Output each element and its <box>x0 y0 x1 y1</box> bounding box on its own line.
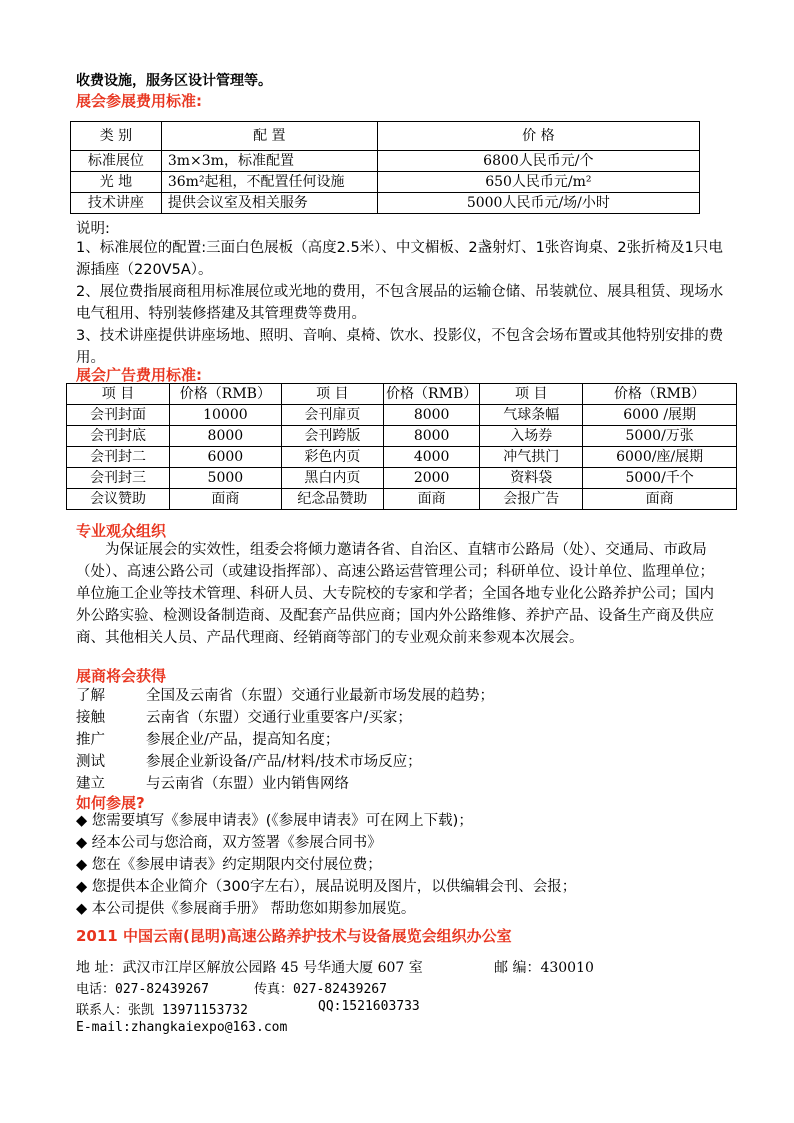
benefit-value: 云南省（东盟）交通行业重要客户/买家； <box>146 710 412 726</box>
table-cell: 6800人民币元/个 <box>377 151 699 172</box>
table-cell: 面商 <box>384 489 480 510</box>
howto-text: 您提供本企业简介（300字左右），展品说明及图片，以供编辑会刊、会报； <box>91 879 577 895</box>
phone: 电话：027-82439267 <box>76 982 209 997</box>
diamond-bullet-icon: ◆ <box>76 901 88 917</box>
ad-table <box>66 383 737 510</box>
benefit-value: 全国及云南省（东盟）交通行业最新市场发展的趋势； <box>146 688 494 704</box>
note-item: 2、展位费指展商租用标准展位或光地的费用，不包含展品的运输仓储、吊装就位、展具租赁、现场水电气租用、特别装修搭建及其管理费等费用。 <box>76 284 724 322</box>
list-item <box>76 685 494 707</box>
table-header: 类 别 <box>71 122 162 151</box>
table-row <box>67 489 737 510</box>
benefit-key: 推广 <box>76 732 105 748</box>
table-row <box>71 151 700 172</box>
list-item <box>76 729 339 751</box>
table-cell: 入场券 <box>480 426 583 447</box>
table-cell: 2000 <box>384 468 480 489</box>
table-row <box>67 468 737 489</box>
table-cell: 650人民币元/m² <box>377 172 699 193</box>
table-cell: 资料袋 <box>480 468 583 489</box>
table-header: 价格（RMB） <box>384 384 480 405</box>
howto-text: 您需要填写《参展申请表》(《参展申请表》可在网上下载)； <box>91 813 473 829</box>
table-cell: 5000 <box>170 468 282 489</box>
benefit-key: 测试 <box>76 754 105 770</box>
table-cell: 气球条幅 <box>480 405 583 426</box>
qq: QQ:1521603733 <box>318 999 420 1014</box>
table-header-row <box>67 384 737 405</box>
benefits-title: 展商将会获得 <box>76 667 167 685</box>
table-header: 项 目 <box>67 384 170 405</box>
top-line: 收费设施，服务区设计管理等。 <box>76 73 272 89</box>
table-header-row <box>71 122 700 151</box>
table-cell: 彩色内页 <box>281 447 383 468</box>
list-item <box>76 751 422 773</box>
table-row <box>67 426 737 447</box>
table-header: 价 格 <box>377 122 699 151</box>
table-cell: 36m²起租，不配置任何设施 <box>161 172 377 193</box>
list-item <box>76 707 412 729</box>
table-row <box>67 405 737 426</box>
table-cell: 6000/座/展期 <box>583 447 737 468</box>
table-cell: 8000 <box>384 426 480 447</box>
list-item <box>76 832 382 854</box>
fax: 传真：027-82439267 <box>254 982 387 997</box>
note-item: 3、技术讲座提供讲座场地、照明、音响、桌椅、饮水、投影仪，不包含会场布置或其他特别安排的费用。 <box>76 328 724 366</box>
table-cell: 标准展位 <box>71 151 162 172</box>
email: E-mail:zhangkaiexpo@163.com <box>76 1020 288 1035</box>
postcode: 邮 编：430010 <box>494 960 594 976</box>
table-cell: 5000/万张 <box>583 426 737 447</box>
howto-text: 经本公司与您洽商，双方签署《参展合同书》 <box>91 835 382 851</box>
audience-title: 专业观众组织 <box>76 522 167 540</box>
table-cell: 4000 <box>384 447 480 468</box>
table-cell: 3m×3m，标准配置 <box>161 151 377 172</box>
table-cell: 面商 <box>170 489 282 510</box>
table-cell: 10000 <box>170 405 282 426</box>
list-item <box>76 810 473 832</box>
table-cell: 黑白内页 <box>281 468 383 489</box>
table-cell: 6000 <box>170 447 282 468</box>
benefit-key: 建立 <box>76 776 105 792</box>
benefit-value: 与云南省（东盟）业内销售网络 <box>146 776 349 792</box>
howto-text: 本公司提供《参展商手册》 帮助您如期参加展览。 <box>91 901 416 917</box>
note-item: 1、标准展位的配置:三面白色展板（高度2.5米）、中文楣板、2盏射灯、1张咨询桌、2张折椅及1只电源插座（220V5A）。 <box>76 240 723 278</box>
table-cell: 5000/千个 <box>583 468 737 489</box>
list-item <box>76 854 382 876</box>
table-cell: 提供会议室及相关服务 <box>161 193 377 214</box>
diamond-bullet-icon: ◆ <box>76 813 88 829</box>
table-header: 项 目 <box>480 384 583 405</box>
benefit-value: 参展企业/产品，提高知名度； <box>146 732 340 748</box>
table-cell: 会刊封面 <box>67 405 170 426</box>
howto-title: 如何参展? <box>76 794 145 812</box>
table-header: 价格（RMB） <box>170 384 282 405</box>
table-cell: 纪念品赞助 <box>281 489 383 510</box>
benefit-key: 了解 <box>76 688 105 704</box>
table-cell: 冲气拱门 <box>480 447 583 468</box>
table-cell: 会刊跨版 <box>281 426 383 447</box>
table-cell: 会刊扉页 <box>281 405 383 426</box>
table-cell: 5000人民币元/场/小时 <box>377 193 699 214</box>
table-header: 项 目 <box>281 384 383 405</box>
notes-title: 说明: <box>76 221 110 237</box>
table-row <box>71 193 700 214</box>
table-cell: 会议赞助 <box>67 489 170 510</box>
table-header: 配 置 <box>161 122 377 151</box>
table-cell: 8000 <box>170 426 282 447</box>
table-row <box>71 172 700 193</box>
audience-text: 为保证展会的实效性，组委会将倾力邀请各省、自治区、直辖市公路局（处）、交通局、市政局（处）、高速公路公司（或建设指挥部）、高速公路运营管理公司；科研单位、设计单位、监理单位；单位施工企业等技术管理、科研人员、大专院校的专家和学者；全国各地专业化公路养护公司；国内外公路实验、检测设备制造商、及配套产品供应商；国内外公路维修、养护产品、设备生产商及供应商、其他相关人员、产品代理商、经销商等部门的专业观众前来参观本次展会。 <box>76 542 714 646</box>
table-cell: 8000 <box>384 405 480 426</box>
table-cell: 技术讲座 <box>71 193 162 214</box>
ad-section-title: 展会广告费用标准: <box>76 366 202 384</box>
table-cell: 会报广告 <box>480 489 583 510</box>
table-header: 价格（RMB） <box>583 384 737 405</box>
list-item <box>76 898 415 920</box>
table-row <box>67 447 737 468</box>
contact-person: 联系人：张凯 13971153732 <box>76 1003 248 1018</box>
benefit-value: 参展企业新设备/产品/材料/技术市场反应； <box>146 754 422 770</box>
address: 地 址：武汉市江岸区解放公园路 45 号华通大厦 607 室 <box>76 960 423 976</box>
table-cell: 会刊封二 <box>67 447 170 468</box>
howto-text: 您在《参展申请表》约定期限内交付展位费； <box>91 857 382 873</box>
diamond-bullet-icon: ◆ <box>76 879 88 895</box>
table-cell: 面商 <box>583 489 737 510</box>
fee-section-title: 展会参展费用标准: <box>76 92 202 110</box>
benefit-key: 接触 <box>76 710 105 726</box>
office-title: 2011 中国云南(昆明)高速公路养护技术与设备展览会组织办公室 <box>76 927 512 945</box>
diamond-bullet-icon: ◆ <box>76 835 88 851</box>
table-cell: 会刊封底 <box>67 426 170 447</box>
table-cell: 6000 /展期 <box>583 405 737 426</box>
table-cell: 光 地 <box>71 172 162 193</box>
list-item <box>76 876 576 898</box>
fee-table <box>70 121 700 214</box>
table-cell: 会刊封三 <box>67 468 170 489</box>
diamond-bullet-icon: ◆ <box>76 857 88 873</box>
